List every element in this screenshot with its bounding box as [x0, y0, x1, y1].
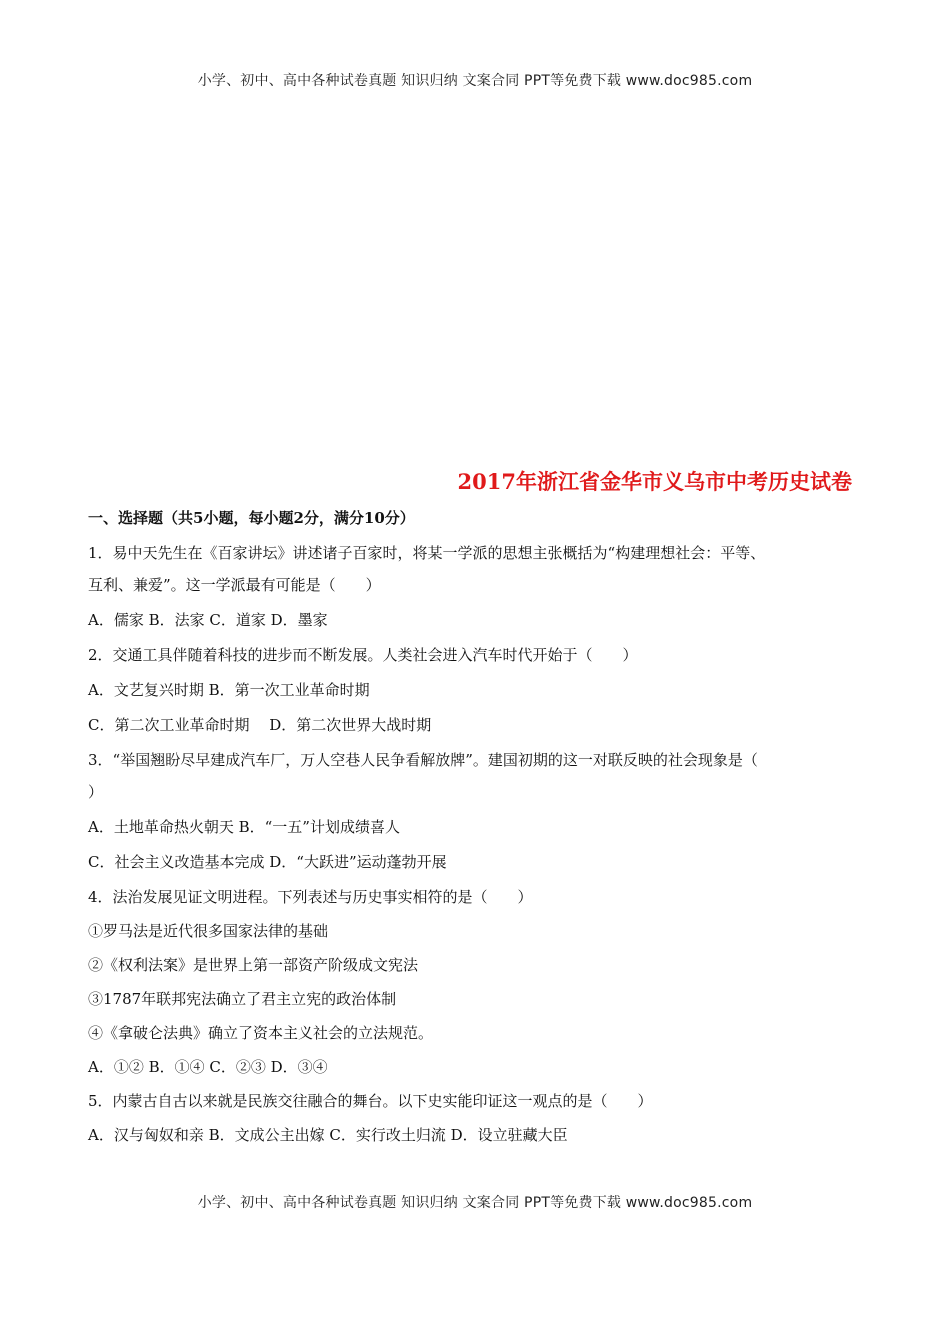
- question-4-statement-3: ③1787年联邦宪法确立了君主立宪的政治体制: [88, 990, 397, 1008]
- question-4: [88, 887, 868, 1091]
- question-4-statement-2: ②《权利法案》是世界上第一部资产阶级成文宪法: [88, 956, 419, 974]
- header-banner: 小学、初中、高中各种试卷真题 知识归纳 文案合同 PPT等免费下载 www.doc985.com: [197, 73, 753, 89]
- question-1: [88, 543, 868, 645]
- question-4-statement-1: ①罗马法是近代很多国家法律的基础: [88, 922, 329, 940]
- question-1-stem-line-1: 1．易中天先生在《百家讲坛》讲述诸子百家时，将某一学派的思想主张概括为“构建理想社会：平等、: [88, 544, 766, 562]
- question-3-options-line-2: C．社会主义改造基本完成 D．“大跃进”运动蓬勃开展: [88, 853, 447, 871]
- question-1-options: A．儒家 B．法家 C．道家 D．墨家: [88, 611, 328, 629]
- question-1-stem-line-2: 互利、兼爱”。这一学派最有可能是（ ）: [88, 576, 381, 594]
- question-3-stem-line-1: 3．“举国翘盼尽早建成汽车厂，万人空巷人民争看解放牌”。建国初期的这一对联反映的社会现象是（: [88, 751, 758, 769]
- exam-title: 2017年浙江省金华市义乌市中考历史试卷: [457, 469, 852, 494]
- question-3-options-line-1: A．土地革命热火朝天 B．“一五”计划成绩喜人: [88, 818, 400, 836]
- footer-banner: 小学、初中、高中各种试卷真题 知识归纳 文案合同 PPT等免费下载 www.doc985.com: [197, 1195, 753, 1211]
- question-2: [88, 645, 868, 750]
- question-2-stem: 2．交通工具伴随着科技的进步而不断发展。人类社会进入汽车时代开始于（ ）: [88, 646, 638, 664]
- question-5-stem: 5．内蒙古自古以来就是民族交往融合的舞台。以下史实能印证这一观点的是（ ）: [88, 1092, 653, 1110]
- question-5: [88, 1091, 868, 1159]
- question-4-statement-4: ④《拿破仑法典》确立了资本主义社会的立法规范。: [88, 1024, 434, 1042]
- section-heading: 一、选择题（共5小题，每小题2分，满分10分）: [88, 509, 415, 527]
- question-3: [88, 750, 868, 887]
- question-4-stem: 4．法治发展见证文明进程。下列表述与历史事实相符的是（ ）: [88, 888, 533, 906]
- question-2-options-line-2: C．第二次工业革命时期 D．第二次世界大战时期: [88, 716, 432, 734]
- exam-content: [88, 508, 868, 1159]
- question-3-stem-line-2: ）: [88, 783, 104, 801]
- question-5-options: A．汉与匈奴和亲 B．文成公主出嫁 C．实行改土归流 D．设立驻藏大臣: [88, 1126, 568, 1144]
- question-2-options-line-1: A．文艺复兴时期 B．第一次工业革命时期: [88, 681, 370, 699]
- question-4-options: A．①② B．①④ C．②③ D．③④: [88, 1058, 328, 1076]
